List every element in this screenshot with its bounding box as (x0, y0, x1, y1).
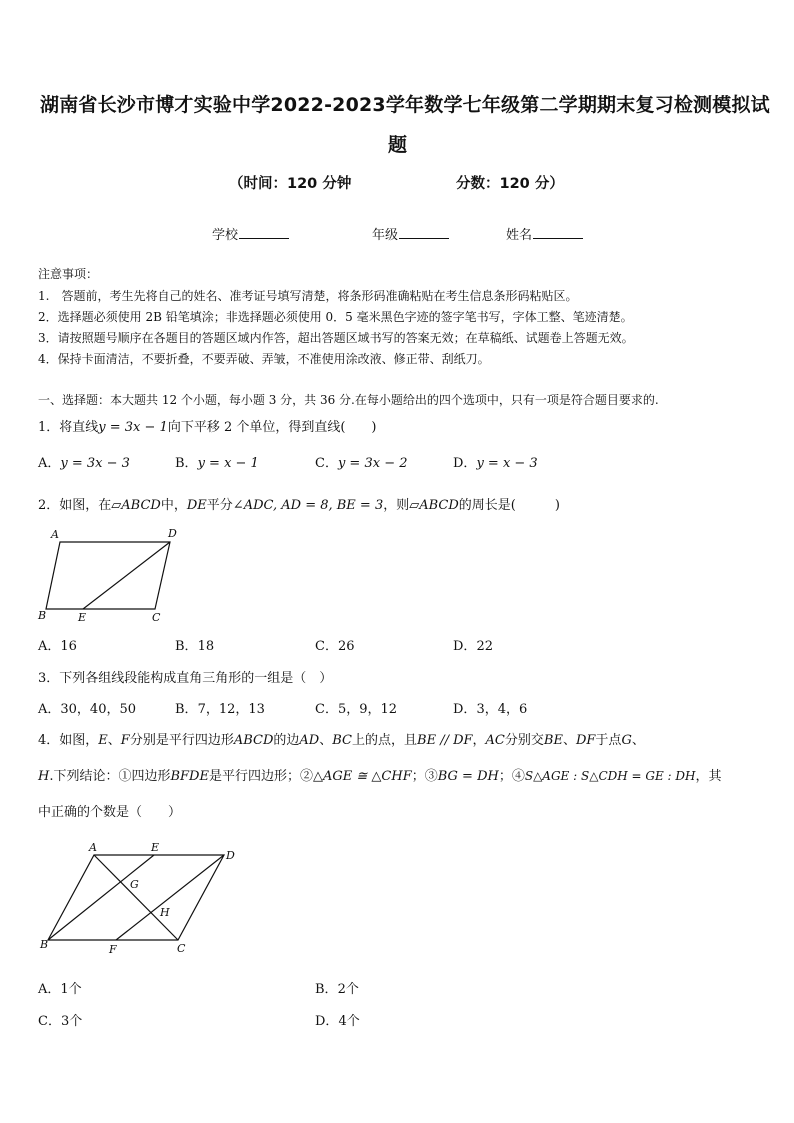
option-label: A． (38, 639, 61, 654)
question-4-stem-line1 (38, 729, 645, 748)
q4-text: 、 (107, 733, 121, 748)
q1-stem-text: 1．将直线 (38, 420, 99, 435)
option-label: B． (175, 456, 198, 471)
name-field (506, 224, 583, 243)
q2-parallelogram-figure (34, 525, 184, 625)
label-a: A (51, 528, 59, 541)
option-text: 3个 (60, 1014, 83, 1029)
option-text: 5，9，12 (337, 702, 398, 717)
q4-math: BG = DH (437, 769, 499, 784)
q1-option-a[interactable] (38, 452, 130, 471)
option-label: D． (453, 702, 477, 717)
q2-text: 的周长是( ) (458, 498, 560, 513)
option-label: B． (315, 982, 338, 997)
q4-math: F (120, 733, 130, 748)
q4-text: 、 (562, 733, 576, 748)
q2-option-b[interactable] (175, 635, 214, 654)
segment-df (116, 855, 224, 940)
option-label: D． (453, 639, 477, 654)
label-h: H (160, 906, 170, 919)
q4-text: ；④ (498, 769, 525, 784)
option-label: C． (315, 639, 338, 654)
q4-math: AC (485, 733, 505, 748)
option-text: 26 (337, 639, 355, 654)
exam-score: 分数：120 分） (456, 176, 564, 192)
option-text: 22 (476, 639, 493, 654)
option-label: A． (38, 982, 61, 997)
option-label: D． (453, 456, 477, 471)
option-text: 2个 (337, 982, 359, 997)
option-text: 18 (197, 639, 215, 654)
option-label: C． (315, 702, 338, 717)
diagonal-ac (94, 855, 178, 940)
q4-text: 上的点，且 (352, 733, 418, 748)
q4-math: BFDE (170, 769, 209, 784)
q2-math: ABCD (121, 498, 161, 513)
notes-heading: 注意事项： (38, 267, 99, 281)
q4-text: 分别是平行四边形 (129, 733, 234, 748)
q4-text: .下列结论：①四边形 (49, 769, 171, 784)
school-label: 学校 (212, 228, 239, 243)
q2-math: ABCD (419, 498, 459, 513)
q4-math: H (38, 769, 50, 784)
q4-parallelogram-figure (36, 838, 246, 958)
school-field (212, 224, 289, 243)
option-label: B． (175, 639, 198, 654)
name-blank (533, 237, 583, 239)
q1-option-d[interactable] (453, 452, 538, 471)
q4-math: BC (332, 733, 352, 748)
q4-math: DF (575, 733, 596, 748)
label-g: G (130, 878, 139, 891)
q2-text: ，则▱ (383, 498, 420, 513)
option-text: y = x − 3 (476, 456, 538, 471)
note-item: 1. 答题前，考生先将自己的姓名、准考证号填写清楚，将条形码准确粘贴在考生信息条形码粘贴区。 (38, 289, 578, 303)
q2-math: DE (186, 498, 207, 513)
question-4-stem-line2 (38, 765, 722, 784)
label-c: C (152, 611, 161, 624)
q3-option-d[interactable] (453, 698, 527, 717)
q4-math: G (621, 733, 632, 748)
q4-text: 、 (319, 733, 333, 748)
note-item: 3．请按照题号顺序在各题目的答题区域内作答，超出答题区域书写的答案无效；在草稿纸、试题卷上答题无效。 (38, 331, 634, 345)
q4-math: AD (299, 733, 320, 748)
q4-math: △AGE ≅ △CHF (313, 769, 412, 784)
q4-math: S△AGE : S△CDH = GE : DH (524, 769, 696, 783)
q4-text: ，其 (695, 769, 722, 784)
q2-option-c[interactable] (315, 635, 355, 654)
name-label: 姓名 (506, 228, 533, 243)
question-3-stem: 3．下列各组线段能构成直角三角形的一组是（ ） (38, 671, 333, 686)
q3-option-a[interactable] (38, 698, 136, 717)
q4-option-d[interactable] (315, 1010, 360, 1029)
q1-stem-text-2: 向下平移 2 个单位，得到直线( ) (167, 420, 377, 435)
option-text: y = 3x − 3 (60, 456, 130, 471)
q3-option-b[interactable] (175, 698, 265, 717)
q4-text: 4．如图， (38, 733, 99, 748)
q2-math: ∠ADC, AD = 8, BE = 3 (232, 498, 384, 513)
grade-blank (399, 237, 449, 239)
grade-field (372, 224, 449, 243)
exam-title-continued: 题 (388, 134, 408, 156)
label-c: C (177, 942, 186, 955)
option-label: C． (315, 456, 338, 471)
q4-text: 分别交 (504, 733, 544, 748)
option-text: y = x − 1 (197, 456, 259, 471)
q2-option-d[interactable] (453, 635, 493, 654)
q2-text: 中， (160, 498, 187, 513)
q4-text: 于点 (595, 733, 622, 748)
segment-be (48, 855, 154, 940)
parallelogram-abcd (46, 542, 170, 609)
q1-stem-math: y = 3x − 1 (98, 420, 168, 435)
option-label: A． (38, 702, 61, 717)
q2-option-a[interactable] (38, 635, 77, 654)
q3-option-c[interactable] (315, 698, 397, 717)
q2-text: 平分 (206, 498, 233, 513)
q1-option-c[interactable] (315, 452, 408, 471)
option-label: A． (38, 456, 61, 471)
q4-math: BE // DF (417, 733, 473, 748)
q4-option-c[interactable] (38, 1010, 82, 1029)
grade-label: 年级 (372, 228, 399, 243)
option-text: 1个 (60, 982, 82, 997)
question-1-stem (38, 416, 377, 435)
option-text: 4个 (338, 1014, 360, 1029)
option-text: y = 3x − 2 (337, 456, 408, 471)
label-e: E (151, 841, 160, 854)
q4-text: 、 (631, 733, 645, 748)
option-text: 7，12，13 (197, 702, 265, 717)
section-heading: 一、选择题：本大题共 12 个小题，每小题 3 分，共 36 分.在每小题给出的四个选项中，只有一项是符合题目要求的. (38, 393, 659, 407)
q4-text: 的边 (273, 733, 300, 748)
q4-text: ；③ (411, 769, 438, 784)
label-f: F (109, 943, 117, 956)
q4-text: 是平行四边形；② (208, 769, 313, 784)
q1-option-b[interactable] (175, 452, 259, 471)
exam-title: 湖南省长沙市博才实验中学2022-2023学年数学七年级第二学期期末复习检测模拟试 (40, 94, 770, 116)
question-4-stem-line3: 中正确的个数是（ ） (38, 805, 182, 820)
school-blank (239, 237, 289, 239)
label-b: B (38, 609, 47, 622)
label-a: A (89, 841, 97, 854)
option-text: 30，40，50 (60, 702, 137, 717)
option-text: 16 (60, 639, 77, 654)
note-item: 4．保持卡面清洁，不要折叠，不要弄破、弄皱，不准使用涂改液、修正带、刮纸刀。 (38, 352, 490, 366)
q4-option-a[interactable] (38, 978, 82, 997)
q4-math: ABCD (233, 733, 274, 748)
q4-option-b[interactable] (315, 978, 359, 997)
q4-text: ， (472, 733, 486, 748)
q2-text: 2．如图，在▱ (38, 498, 122, 513)
option-label: B． (175, 702, 198, 717)
label-d: D (226, 849, 235, 862)
label-b: B (40, 938, 49, 951)
option-label: C． (38, 1014, 61, 1029)
question-2-stem (38, 494, 560, 513)
note-item: 2．选择题必须使用 2B 铅笔填涂；非选择题必须使用 0．5 毫米黑色字迹的签字笔书写，字体工整、笔迹清楚。 (38, 310, 633, 324)
label-e: E (78, 611, 87, 624)
option-label: D． (315, 1014, 339, 1029)
exam-time: （时间：120 分钟 (229, 176, 352, 192)
label-d: D (168, 527, 177, 540)
q4-math: BE (543, 733, 563, 748)
q4-math: E (98, 733, 108, 748)
option-text: 3，4，6 (476, 702, 528, 717)
